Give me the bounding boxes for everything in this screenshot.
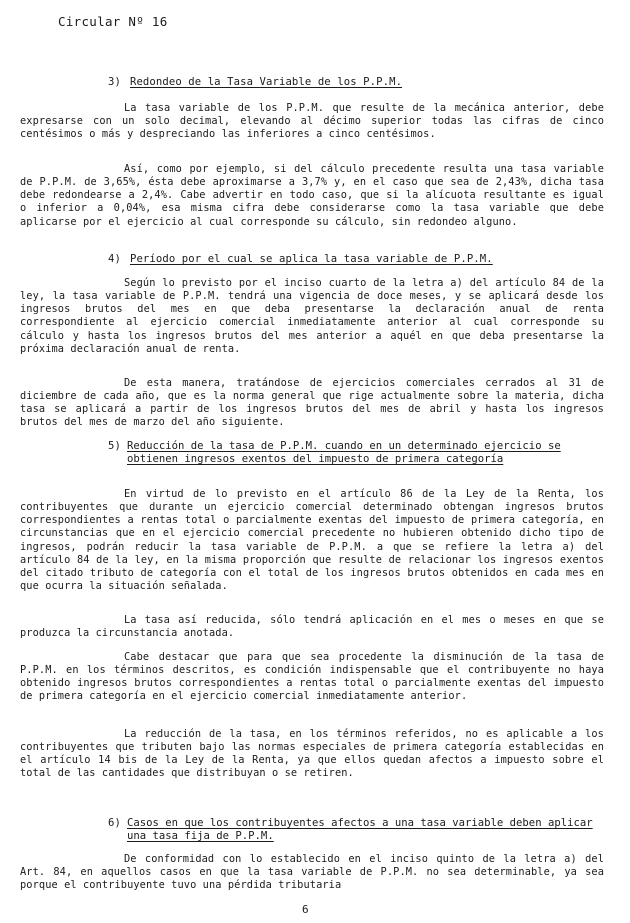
section-5-paragraph-3: Cabe destacar que para que sea procedente la disminución de la tasa de P.P.M. en los términos descritos, es condición indispensable que el contribuyente no haya obtenido ingresos brutos correspondientes a rentas total o parcialmente exentas del impuesto de primera categoría en el ejercicio comercial inmediatamente anterior. [20,651,604,703]
section-5-paragraph-4: La reducción de la tasa, en los términos referidos, no es aplicable a los contribuyentes que tributen bajo las normas especiales de primera categoría establecidas en el artículo 14 bis de la Ley de la Renta, ya que ellos quedan afectos a impuesto sobre el total de las cantidades que distribuyan o se retiren. [20,728,604,780]
section-6-paragraph-1: De conformidad con lo establecido en el inciso quinto de la letra a) del Art. 84, en aquellos casos en que la tasa variable de P.P.M. no sea determinable, ya sea porque el contribuyente tuvo una pérdida tributaria [20,853,604,892]
section-5-paragraph-2: La tasa así reducida, sólo tendrá aplicación en el mes o meses en que se produzca la circunstancia anotada. [20,614,604,640]
section-3-heading [108,76,402,89]
circular-header: Circular Nº 16 [58,14,168,29]
section-6-title: Casos en que los contribuyentes afectos a una tasa variable deben aplicar una tasa fija de P.P.M. [127,817,593,842]
section-6-heading [127,817,607,843]
section-4-paragraph-2: De esta manera, tratándose de ejercicios comerciales cerrados al 31 de diciembre de cada año, que es la norma general que rige actualmente sobre la materia, dicha tasa se aplicará a partir de los ingresos brutos del mes de abril y hasta los ingresos brutos del mes de marzo del año siguiente. [20,377,604,429]
section-4-paragraph-1: Según lo previsto por el inciso cuarto de la letra a) del artículo 84 de la ley, la tasa variable de P.P.M. tendrá una vigencia de doce meses, y se aplicará desde los ingresos brutos del mes en que deba presentarse la declaración anual de renta correspondiente al ejercicio comercial inmediatamente anterior al cual corresponde su cálculo y hasta los ingresos brutos del mes anterior a aquél en que deba presentarse la próxima declaración anual de renta. [20,277,604,355]
section-4-title: Período por el cual se aplica la tasa variable de P.P.M. [129,253,493,265]
page-number: 6 [302,903,309,916]
section-5-number: 5) [108,440,121,452]
section-5-paragraph-1: En virtud de lo previsto en el artículo 86 de la Ley de la Renta, los contribuyentes que durante un ejercicio comercial determinado obtengan ingresos brutos correspondientes a rentas total o parcialmente exentas del impuesto de primera categoría, en circunstancias que en el ejercicio comercial precedente no hubieren obtenido dicho tipo de ingresos, podrán reducir la tasa variable de P.P.M. a que se refiere la letra a) del artículo 84 de la ley, en la misma proporción que resulte de relacionar los ingresos exentos del citado tributo de categoría con el total de los ingresos brutos obtenidos en cada mes en que ocurra la situación señalada. [20,488,604,593]
section-3-paragraph-2: Así, como por ejemplo, si del cálculo precedente resulta una tasa variable de P.P.M. de 3,65%, ésta debe aproximarse a 3,7% y, en el caso que sea de 2,43%, dicha tasa debe redondearse a 2,4%. Cabe advertir en todo caso, que si la alícuota resultante es igual o inferior a 0,04%, esa misma cifra debe considerarse como la tasa variable que debe aplicarse por el ejercicio al cual corresponde su cálculo, sin redondeo alguno. [20,163,604,228]
section-6-number: 6) [108,817,121,829]
section-3-title: Redondeo de la Tasa Variable de los P.P.M. [129,76,403,88]
section-4-heading [108,253,493,266]
section-4-number: 4) [108,253,121,265]
section-5-heading [127,440,607,466]
section-5-title: Reducción de la tasa de P.P.M. cuando en un determinado ejercicio se obtienen ingresos exentos del impuesto de primera categoría [127,440,561,465]
section-3-number: 3) [108,76,121,88]
section-3-paragraph-1: La tasa variable de los P.P.M. que resulte de la mecánica anterior, debe expresarse con un solo decimal, elevando al décimo superior todas las cifras de cinco centésimos o más y despreciando las inferiores a cinco centésimos. [20,102,604,141]
